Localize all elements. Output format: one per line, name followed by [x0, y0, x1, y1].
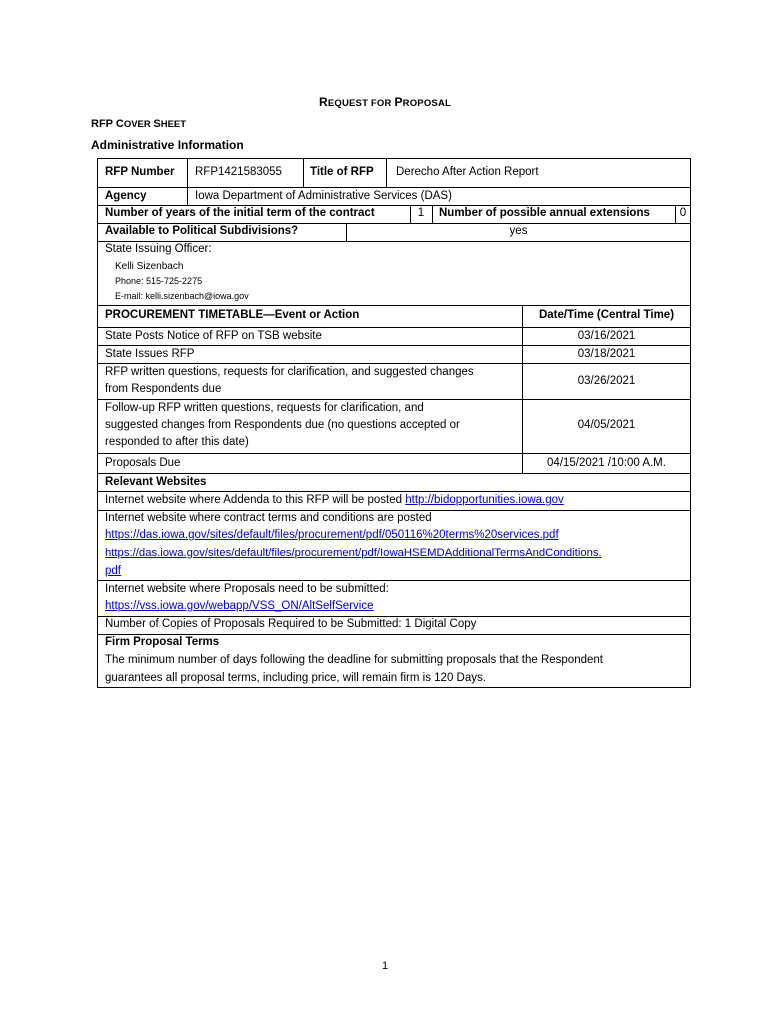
- firm-terms-line: guarantees all proposal terms, including price, will remain firm is 120 Days.: [105, 672, 486, 684]
- firm-terms-line: The minimum number of days following the deadline for submitting proposals that the Respondent: [105, 654, 603, 666]
- submit-link[interactable]: https://vss.iowa.gov/webapp/VSS_ON/AltSelfService: [105, 600, 374, 612]
- terms-link-1[interactable]: https://das.iowa.gov/sites/default/files/procurement/pdf/050116%20terms%20services.pdf: [105, 529, 559, 541]
- political-subdivisions-label: Available to Political Subdivisions?: [105, 225, 299, 237]
- addenda-link[interactable]: http://bidopportunities.iowa.gov: [405, 494, 564, 506]
- agency-label: Agency: [105, 190, 147, 202]
- timetable-date: 03/16/2021: [577, 330, 636, 342]
- rfp-title-value: Derecho After Action Report: [396, 166, 539, 178]
- admin-info-heading: Administrative Information: [91, 138, 244, 152]
- officer-email: E-mail: kelli.sizenbach@iowa.gov: [115, 291, 249, 301]
- timetable-date: 03/26/2021: [577, 375, 636, 387]
- websites-header: Relevant Websites: [105, 476, 207, 488]
- timetable-event: suggested changes from Respondents due (no questions accepted or: [105, 419, 460, 431]
- timetable-event: from Respondents due: [105, 383, 222, 395]
- submit-text: Internet website where Proposals need to be submitted:: [105, 583, 389, 595]
- terms-link-2[interactable]: https://das.iowa.gov/sites/default/files/procurement/pdf/IowaHSEMDAdditionalTermsAndConditions.: [105, 547, 602, 559]
- timetable-event: RFP written questions, requests for clarification, and suggested changes: [105, 366, 474, 378]
- rfp-number-value: RFP1421583055: [195, 166, 282, 178]
- timetable-event-header: PROCUREMENT TIMETABLE—Event or Action: [105, 309, 360, 321]
- rfp-title-label: Title of RFP: [310, 166, 374, 178]
- cover-sheet-heading: RFP COVER SHEET: [91, 118, 187, 130]
- extensions-label: Number of possible annual extensions: [439, 207, 650, 219]
- terms-link-2-cont[interactable]: pdf: [105, 565, 121, 577]
- copies-text: Number of Copies of Proposals Required to be Submitted: 1 Digital Copy: [105, 618, 477, 630]
- timetable-event: State Issues RFP: [105, 348, 195, 360]
- firm-terms-header: Firm Proposal Terms: [105, 636, 220, 648]
- timetable-event: Proposals Due: [105, 457, 181, 469]
- agency-value: Iowa Department of Administrative Services (DAS): [195, 190, 452, 202]
- terms-text: Internet website where contract terms and conditions are posted: [105, 512, 432, 524]
- officer-name: Kelli Sizenbach: [115, 261, 184, 272]
- initial-term-label: Number of years of the initial term of the contract: [105, 207, 375, 219]
- timetable-event: responded to after this date): [105, 436, 249, 448]
- timetable-date: 03/18/2021: [577, 348, 636, 360]
- initial-term-value: 1: [417, 207, 425, 219]
- timetable-event: Follow-up RFP written questions, requests for clarification, and: [105, 402, 424, 414]
- rfp-number-label: RFP Number: [105, 166, 175, 178]
- page-number: 1: [381, 960, 389, 972]
- addenda-row: Internet website where Addenda to this RFP will be posted http://bidopportunities.iowa.gov: [105, 494, 564, 506]
- timetable-date: 04/15/2021 /10:00 A.M.: [547, 457, 666, 469]
- timetable-date-header: Date/Time (Central Time): [538, 309, 675, 321]
- timetable-event: State Posts Notice of RFP on TSB website: [105, 330, 322, 342]
- issuing-officer-label: State Issuing Officer:: [105, 243, 212, 255]
- extensions-value: 0: [679, 207, 687, 219]
- page-title: REQUEST FOR PROPOSAL: [318, 95, 452, 109]
- political-subdivisions-value: yes: [509, 225, 528, 237]
- officer-phone: Phone: 515-725-2275: [115, 276, 203, 286]
- timetable-date: 04/05/2021: [577, 419, 636, 431]
